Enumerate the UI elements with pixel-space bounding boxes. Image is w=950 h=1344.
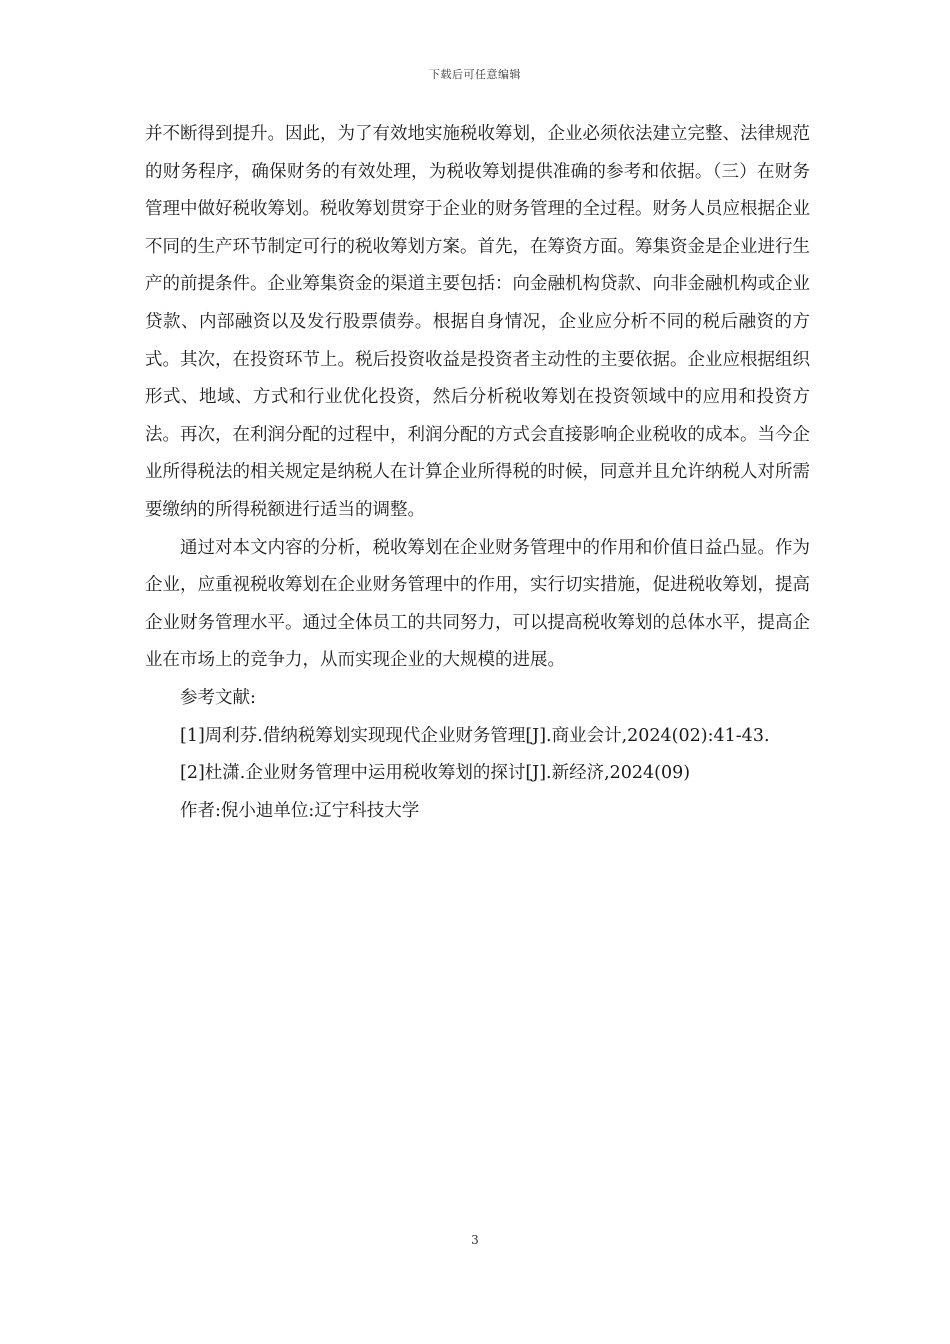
page-number: 3 (471, 1233, 479, 1247)
reference-item-1: [1]周利芬.借纳税筹划实现现代企业财务管理[J].商业会计,2024(02):41-43. (180, 725, 770, 746)
page-header: 下载后可任意编辑 (429, 68, 521, 81)
references-heading: 参考文献: (180, 687, 256, 708)
body-paragraph-continued: 并不断得到提升。因此，为了有效地实施税收筹划，企业必须依法建立完整、法律规范的财务程序，确保财务的有效处理，为税收筹划提供准确的参考和依据。（三）在财务管理中做好税收筹划。税收筹划贯穿于企业的财务管理的全过程。财务人员应根据企业不同的生产环节制定可行的税收筹划方案。首先，在筹资方面。筹集资金是企业进行生产的前提条件。企业筹集资金的渠道主要包括：向金融机构贷款、向非金融机构或企业贷款、内部融资以及发行股票债券。根据自身情况，企业应分析不同的税后融资的方式。其次，在投资环节上。税后投资收益是投资者主动性的主要依据。企业应根据组织形式、地域、方式和行业优化投资，然后分析税收筹划在投资领域中的应用和投资方法。再次，在利润分配的过程中，利润分配的方式会直接影响企业税收的成本。当今企业所得税法的相关规定是纳税人在计算企业所得税的时候，同意并且允许纳税人对所需要缴纳的所得税额进行适当的调整。 (145, 124, 810, 520)
author-info: 作者:倪小迪单位:辽宁科技大学 (180, 800, 420, 821)
document-body (145, 116, 810, 830)
body-paragraph-conclusion: 通过对本文内容的分析，税收筹划在企业财务管理中的作用和价值日益凸显。作为企业，应重视税收筹划在企业财务管理中的作用，实行切实措施，促进税收筹划，提高企业财务管理水平。通过全体员工的共同努力，可以提高税收筹划的总体水平，提高企业在市场上的竞争力，从而实现企业的大规模的进展。 (145, 537, 810, 671)
reference-item-2: [2]杜潇.企业财务管理中运用税收筹划的探讨[J].新经济,2024(09) (180, 763, 691, 784)
